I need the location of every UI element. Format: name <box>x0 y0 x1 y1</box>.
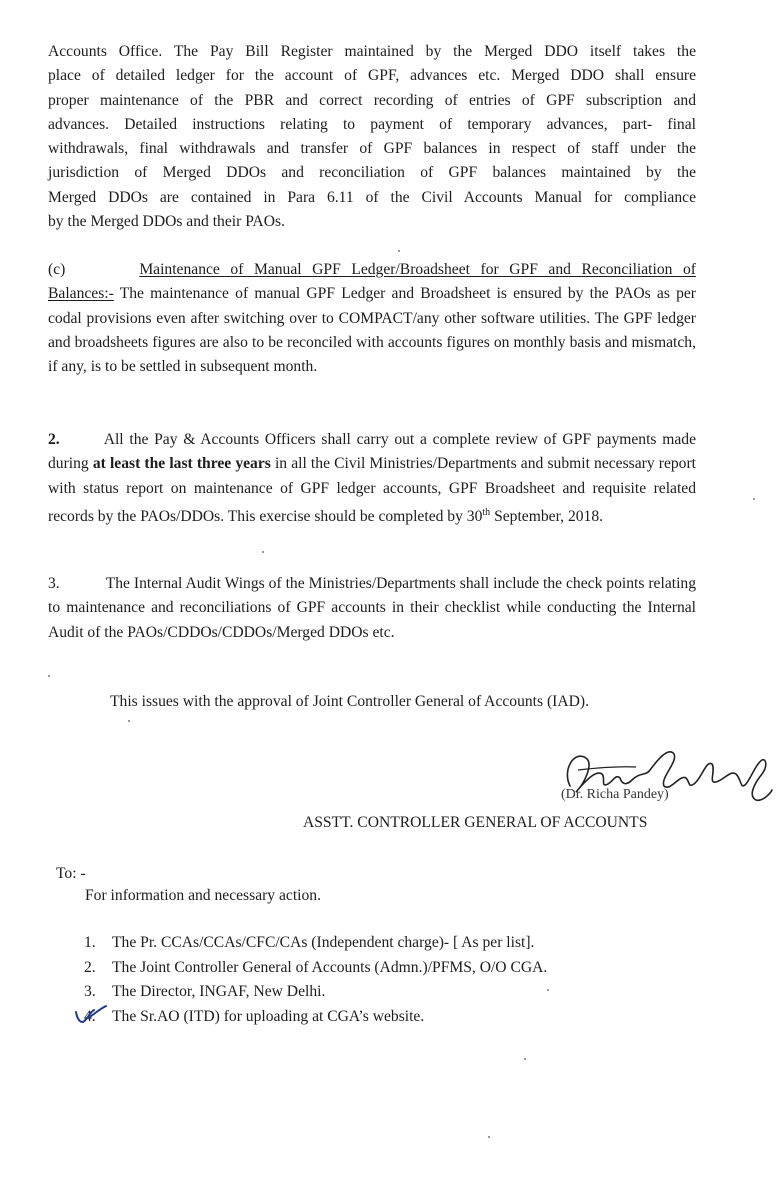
recipient-text: The Joint Controller General of Accounts (Admn.)/PFMS, O/O CGA. <box>112 958 548 976</box>
intro-line: proper maintenance of the PBR and correct recording of entries of GPF subscription and <box>48 91 696 109</box>
section-2-text-cont: in all the Civil Ministries/Departments and submit necessary report with status report on maintenance of GPF ledger accounts, GPF Broadsheet and requisite related records by the PAOs/DDOs. This exercise should be completed by 30 <box>48 455 697 526</box>
scan-speck <box>488 1136 490 1138</box>
scan-speck <box>262 551 264 553</box>
list-item <box>84 1005 547 1030</box>
info-line: For information and necessary action. <box>85 887 322 904</box>
recipient-number: 4. <box>84 1007 96 1025</box>
recipient-text: The Pr. CCAs/CCAs/CFC/CAs (Independent charge)- [ As per list]. <box>112 934 535 951</box>
pen-tick-mark <box>74 1004 108 1026</box>
recipient-text: The Director, INGAF, New Delhi. <box>112 983 326 1000</box>
recipient-text: The Sr.AO (ITD) for uploading at CGA’s website. <box>112 1007 425 1025</box>
list-item <box>84 956 547 981</box>
approval-line: This issues with the approval of Joint Controller General of Accounts (IAD). <box>110 693 589 710</box>
intro-line: by the Merged DDOs and their PAOs. <box>48 213 285 231</box>
scan-speck <box>547 989 549 991</box>
section-2-paragraph <box>48 428 696 529</box>
section-2-text: All the Pay & Accounts Officers shall carry out a complete review of GPF payments made during <box>48 431 696 473</box>
recipient-number: 3. <box>84 983 96 1000</box>
signatory-name: (Dr. Richa Pandey) <box>561 787 669 802</box>
signatory-designation: ASSTT. CONTROLLER GENERAL OF ACCOUNTS <box>303 814 648 831</box>
scan-speck <box>398 250 400 252</box>
scan-speck <box>753 498 755 500</box>
list-item <box>84 980 547 1005</box>
scan-speck <box>48 675 50 677</box>
recipient-list <box>84 931 547 1029</box>
recipient-number: 2. <box>84 958 96 976</box>
section-2-emphasis: at least the last three years <box>92 455 271 473</box>
intro-line: advances. Detailed instructions relating to payment of temporary advances, part- final <box>48 115 696 133</box>
section-2-end: September, 2018. <box>490 508 604 526</box>
intro-paragraph <box>48 40 696 234</box>
section-3-body: The Internal Audit Wings of the Ministries/Departments shall include the check points relating to maintenance and reconciliations of GPF accounts in their checklist while conducting the Internal Audit of the PAOs/CDDOs/CDDOs/Merged DDOs etc. <box>48 575 696 641</box>
section-c-marker: (c) <box>48 261 66 278</box>
section-c-paragraph <box>48 258 696 379</box>
intro-line: jurisdiction of Merged DDOs and reconciliation of GPF balances maintained by the <box>48 164 696 182</box>
section-2-number: 2. <box>48 431 60 448</box>
scan-speck <box>524 1058 526 1060</box>
intro-line: Merged DDOs are contained in Para 6.11 of the Civil Accounts Manual for compliance <box>48 188 696 206</box>
intro-line: place of detailed ledger for the account of GPF, advances etc. Merged DDO shall ensure <box>48 67 696 85</box>
intro-line: Accounts Office. The Pay Bill Register maintained by the Merged DDO itself takes the <box>48 43 696 60</box>
section-c-body: The maintenance of manual GPF Ledger and Broadsheet is ensured by the PAOs as per codal provisions even after switching over to COMPACT/any other software utilities. The GPF ledger and broadsheets figures are also to be reconciled with accounts figures on monthly basis and mismatch, if any, is to be settled in subsequent month. <box>48 285 697 376</box>
ordinal-suffix: th <box>482 506 491 518</box>
scan-speck <box>128 720 130 722</box>
recipient-number: 1. <box>84 934 96 951</box>
to-label: To: - <box>56 865 86 882</box>
section-3-paragraph <box>48 572 696 645</box>
intro-line: withdrawals, final withdrawals and transfer of GPF balances in respect of staff under the <box>48 140 696 158</box>
list-item <box>84 931 547 956</box>
section-c-heading: Maintenance of Manual GPF Ledger/Broadsheet for GPF and Reconciliation of Balances:- <box>48 261 696 303</box>
section-3-number: 3. <box>48 575 60 592</box>
